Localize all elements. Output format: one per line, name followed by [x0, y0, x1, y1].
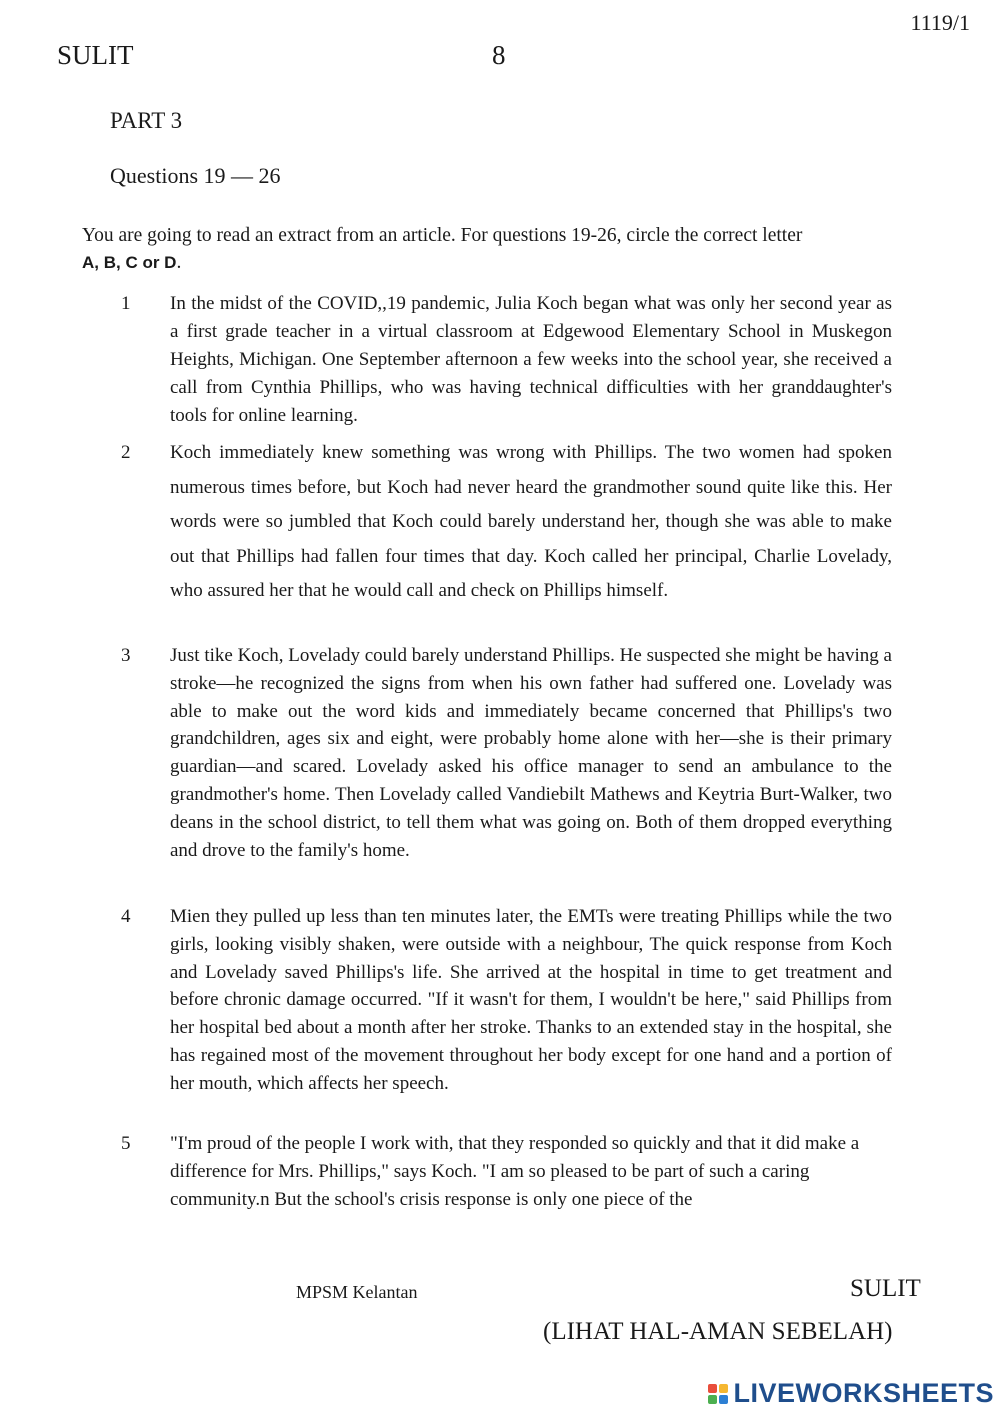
- paragraph-text: Mien they pulled up less than ten minutes later, the EMTs were treating Phillips while the two girls, looking visibly shaken, were outside with a neighbour, The quick response from Koch and Lovelady saved Phillips's life. She arrived at the hospital in time to get treatment and before chronic damage occurred. "If it wasn't for them, I wouldn't be here," said Phillips from her hospital bed about a month after her stroke. Thanks to an extended stay in the hospital, she has regained most of the movement throughout her body except for one hand and a portion of her mouth, which affects her speech.: [170, 906, 892, 1094]
- answer-letters: A, B, C or D: [82, 253, 177, 273]
- page-number: 8: [492, 40, 506, 70]
- logo-text: LIVEWORKSHEETS: [733, 1378, 994, 1408]
- paragraph-text: In the midst of the COVID,,19 pandemic, Julia Koch began what was only her second year as a first grade teacher in a virtual classroom at Edgewood Elementary School in Muskegon Heights, Michigan. One September afternoon a few weeks into the school year, she received a call from Cynthia Phillips, who was having technical difficulties with her granddaughter's tools for online learning.: [170, 293, 892, 426]
- logo-square-icon: [719, 1384, 728, 1393]
- paragraph-number: 4: [121, 906, 131, 927]
- classification-header: SULIT: [57, 40, 134, 70]
- paragraph-number: 3: [121, 645, 131, 666]
- classification-footer: SULIT: [850, 1275, 921, 1302]
- logo-square-icon: [719, 1395, 728, 1404]
- paragraph-text: "I'm proud of the people I work with, that they responded so quickly and that it did make a difference for Mrs. Phillips," says Koch. "I am so pleased to be part of such a caring community.n But the school's crisis response is only one piece of the: [170, 1133, 860, 1210]
- paragraph-number: 1: [121, 293, 131, 314]
- school-name: MPSM Kelantan: [296, 1282, 418, 1302]
- paragraph-text: Just tike Koch, Lovelady could barely understand Phillips. He suspected she might be having a stroke—he recognized the signs from when his own father had suffered one. Lovelady was able to make out the word kids and immediately became concerned that Phillips's two grandchildren, ages six and eight, were probably home alone with her—she is their primary guardian—and scared. Lovelady asked his office manager to send an ambulance to the grandmother's home. Then Lovelady called Vandiebilt Mathews and Keytria Burt-Walker, two deans in the school district, to tell them what was going on. Both of them dropped everything and drove to the family's home.: [170, 645, 892, 861]
- paragraph-number: 2: [121, 442, 131, 463]
- logo-square-icon: [708, 1395, 717, 1404]
- liveworksheets-logo[interactable]: [707, 1378, 994, 1409]
- turn-over-note: (LIHAT HAL-AMAN SEBELAH): [543, 1318, 893, 1345]
- instructions: [82, 222, 894, 277]
- part-title: PART 3: [110, 108, 183, 133]
- paragraph-text: Koch immediately knew something was wrong with Phillips. The two women had spoken numerous times before, but Koch had never heard the grandmother sound quite like this. Her words were so jumbled that Koch could barely understand her, though she was able to make out that Phillips had fallen four times that day. Koch called her principal, Charlie Lovelady, who assured her that he would call and check on Phillips himself.: [170, 442, 892, 601]
- logo-square-icon: [708, 1384, 717, 1393]
- paragraph-number: 5: [121, 1133, 131, 1154]
- question-range: Questions 19 — 26: [110, 163, 281, 188]
- logo-grid-icon: [707, 1383, 729, 1405]
- paper-code: 1119/1: [910, 10, 970, 35]
- instructions-end: .: [176, 252, 182, 274]
- instructions-text: You are going to read an extract from an article. For questions 19-26, circle the correct letter: [82, 225, 803, 246]
